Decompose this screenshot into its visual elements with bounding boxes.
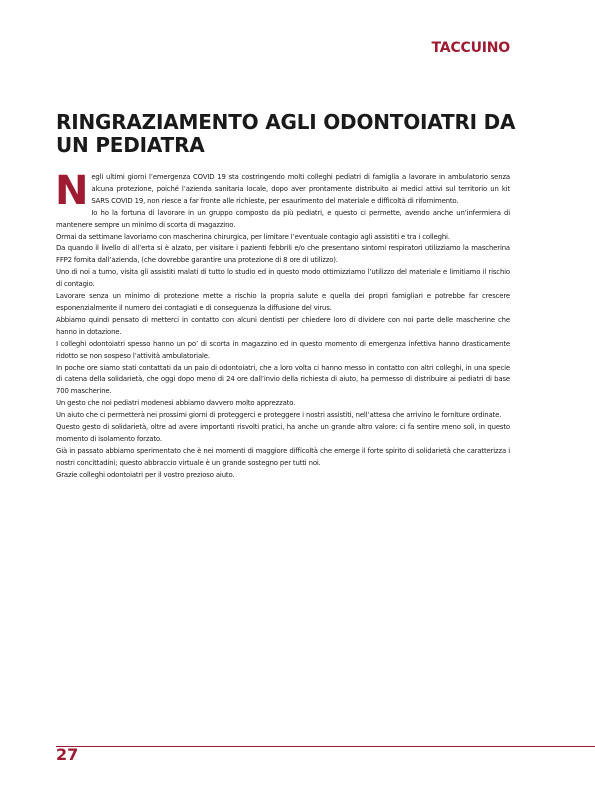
article-paragraph: Abbiamo quindi pensato di metterci in contatto con alcuni dentisti per chiedere loro di dividere con noi parte delle mascherine che hanno in dotazione. xyxy=(56,315,510,336)
article-paragraph: Grazie colleghi odontoiatri per il vostro prezioso aiuto. xyxy=(56,470,235,479)
article-paragraph: Già in passato abbiamo sperimentato che è nei momenti di maggiore difficoltà che emerge il forte spirito di solidarietà che caratterizza i nostri concittadini; questo abbraccio virtuale è un grande sostegno per tutti noi. xyxy=(56,446,510,467)
drop-cap: N xyxy=(55,168,89,214)
article-paragraph: Un gesto che noi pediatri modenesi abbiamo davvero molto apprezzato. xyxy=(56,399,296,408)
footer-divider xyxy=(56,746,595,747)
article-paragraph: I colleghi odontoiatri spesso hanno un po’ di scorta in magazzino ed in questo momento di emergenza infettiva hanno drasticamente ridotto se non sospeso l’attività ambulatoriale. xyxy=(56,339,510,360)
article-paragraph: Un aiuto che ci permetterà nei prossimi giorni di proteggerci e proteggere i nostri assistiti, nell’attesa che arrivino le forniture ordinate. xyxy=(56,411,502,420)
paragraph-text: egli ultimi giorni l’emergenza COVID 19 sta costringendo molti colleghi pediatri di famiglia a lavorare in ambulatorio senza alcuna protezione, poiché l’azienda sanitaria locale, dopo aver prontamente distribuito ai medici attivi sul territorio un kit SARS COVID 19, non riesce a far fronte alle richieste, per esaurimento del materiale e difficoltà di rifornimento. xyxy=(91,173,510,205)
article-paragraph: Uno di noi a turno, visita gli assistiti malati di tutto lo studio ed in questo modo ottimizziamo l’utilizzo del materiale e limitiamo il rischio di contagio. xyxy=(56,268,510,289)
article-paragraph: Questo gesto di solidarietà, oltre ad avere importanti risvolti pratici, ha anche un grande altro valore: ci fa sentire meno soli, in questo momento di isolamento forzato. xyxy=(56,423,510,443)
article-title: RINGRAZIAMENTO AGLI ODONTOIATRI DA UN PEDIATRA xyxy=(56,110,516,157)
section-label: TACCUINO xyxy=(431,40,510,56)
article-paragraph: Lavorare senza un minimo di protezione mette a rischio la propria salute e quella dei propri famigliari e potrebbe far crescere esponenzialmente il numero dei contagiati e di conseguenza la diffusione del virus. xyxy=(56,292,510,312)
article-paragraph: Da quando il livello di all’erta si è alzato, per visitare i pazienti febbrili e/o che presentano sintomi respiratori utilizziamo la mascherina FFP2 fornita dall’azienda, (che dovrebbe garantire una protezione di 8 ore di utilizzo). xyxy=(56,244,510,265)
article-paragraph xyxy=(55,168,510,214)
article-paragraph: Ormai da settimane lavoriamo con mascherina chirurgica, per limitare l’eventuale contagio agli assistiti e tra i colleghi. xyxy=(56,232,450,241)
page-number: 27 xyxy=(56,745,79,764)
article-paragraph: Io ho la fortuna di lavorare in un gruppo composto da più pediatri, e questo ci permette, avendo anche un’infermiera di mantenere sempre un minimo di scorta di magazzino. xyxy=(56,208,510,229)
article-body xyxy=(55,168,510,482)
article-paragraph: In poche ore siamo stati contattati da un paio di odontoiatri, che a loro volta ci hanno messo in contatto con altri colleghi, in una specie di catena della solidarietà, che oggi dopo meno di 24 ore dall’invio della richiesta di aiuto, ha permesso di distribuire ai pediatri di base 700 mascherine. xyxy=(56,363,510,396)
